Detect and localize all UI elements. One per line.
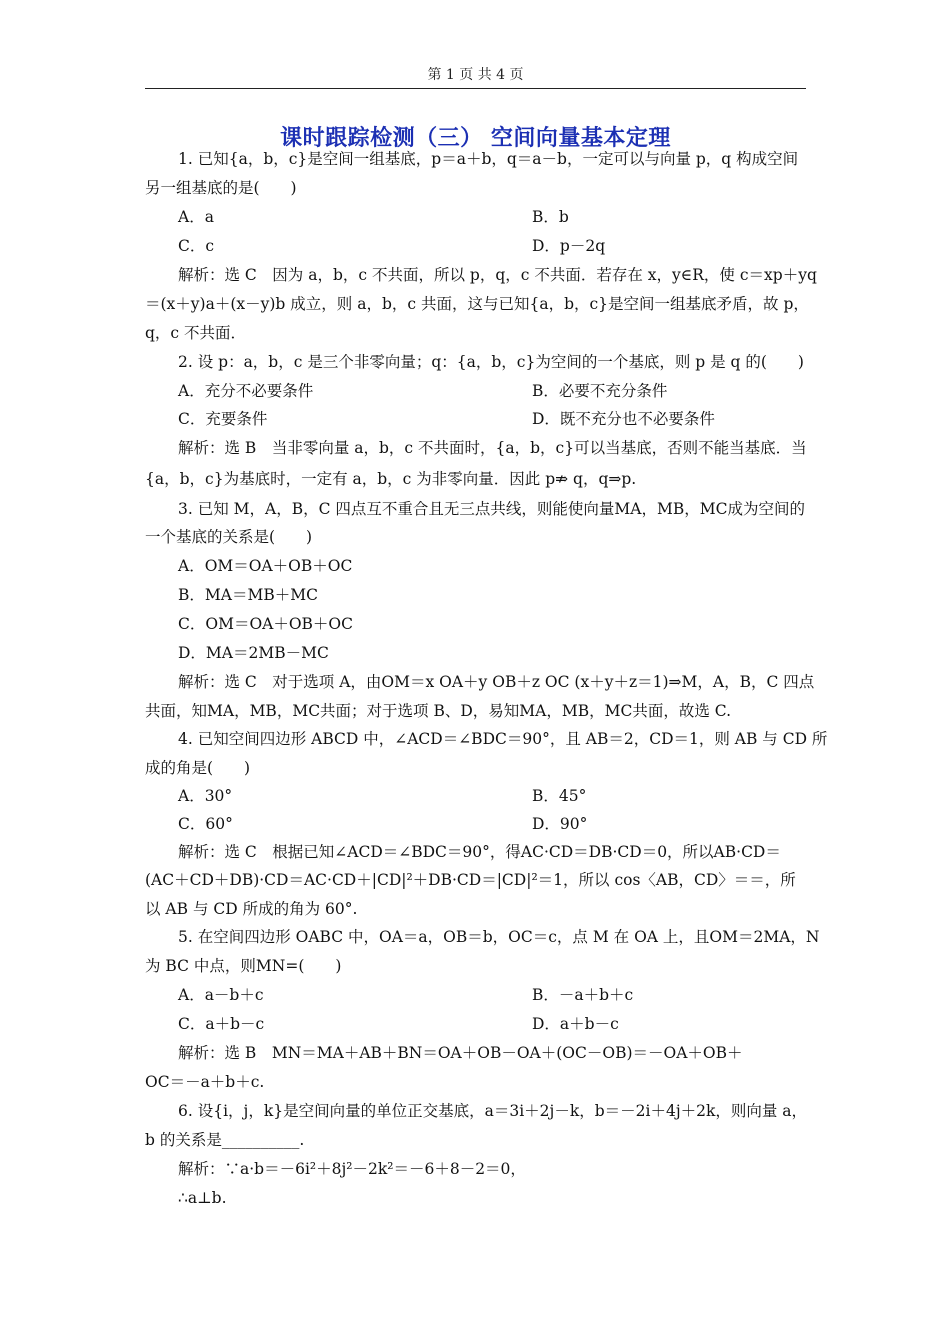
q1-solution-line2: ＝(x＋y)a＋(x－y)b 成立，则 a，b，c 共面，这与已知{a，b，c}是空间一组基底矛盾，故 p， [145, 295, 809, 313]
q5-option-a: A．a－b＋c [178, 986, 264, 1004]
q1-option-d: D．p－2q [532, 237, 606, 255]
q6-stem-line1: 6. 设{i，j，k}是空间向量的单位正交基底，a＝3i＋2j－k，b＝－2i＋4j＋2k，则向量 a， [178, 1102, 808, 1120]
q1-option-b: B．b [532, 208, 569, 226]
q4-option-d: D．90° [532, 815, 588, 833]
q4-stem-line2: 成的角是( ) [145, 759, 251, 777]
q2-solution-line2: {a，b，c}为基底时，一定有 a，b，c 为非零向量．因此 p⇏ q，q⇒p. [145, 470, 637, 488]
q2-solution-line1: 解析：选 B 当非零向量 a，b，c 不共面时，{a，b，c}可以当基底，否则不能当基底．当 [178, 439, 807, 457]
q4-solution-line2: (AC＋CD＋DB)·CD＝AC·CD＋|CD|²＋DB·CD＝|CD|²＝1，所以 cos〈AB，CD〉＝＝，所 [145, 871, 796, 889]
q4-option-c: C．60° [178, 815, 233, 833]
q1-stem-line2: 另一组基底的是( ) [145, 179, 297, 197]
q2-option-a: A．充分不必要条件 [178, 382, 314, 400]
q5-stem-line1: 5. 在空间四边形 OABC 中，OA＝a，OB＝b，OC＝c，点 M 在 OA 上，且OM＝2MA，N [178, 928, 820, 946]
q5-option-b: B．－a＋b＋c [532, 986, 634, 1004]
q5-solution-line1: 解析：选 B MN＝MA＋AB＋BN＝OA＋OB－OA＋(OC－OB)＝－OA＋OB＋ [178, 1044, 743, 1062]
q2-option-d: D．既不充分也不必要条件 [532, 410, 715, 428]
q2-stem-line1: 2. 设 p：a，b，c 是三个非零向量；q：{a，b，c}为空间的一个基底，则 p 是 q 的( ) [178, 353, 804, 371]
page-title: 课时跟踪检测（三） 空间向量基本定理 [280, 125, 671, 151]
q1-stem-line1: 1. 已知{a，b，c}是空间一组基底，p＝a＋b，q＝a－b，一定可以与向量 p，q 构成空间 [178, 150, 799, 168]
q3-solution-line2: 共面，知MA，MB，MC共面；对于选项 B、D，易知MA，MB，MC共面，故选 C. [145, 702, 732, 720]
q3-option-a: A．OM＝OA＋OB＋OC [178, 557, 353, 575]
q1-solution-line3: q，c 不共面． [145, 324, 247, 342]
q3-option-b: B．MA＝MB＋MC [178, 586, 318, 604]
q4-solution-line1: 解析：选 C 根据已知∠ACD＝∠BDC＝90°，得AC·CD＝DB·CD＝0，所以AB·CD＝ [178, 843, 781, 861]
q4-option-b: B．45° [532, 787, 587, 805]
q2-option-b: B．必要不充分条件 [532, 382, 668, 400]
q5-option-d: D．a＋b－c [532, 1015, 619, 1033]
q3-option-c: C．OM＝OA＋OB＋OC [178, 615, 354, 633]
q4-solution-line3: 以 AB 与 CD 所成的角为 60°. [145, 900, 358, 918]
q5-option-c: C．a＋b－c [178, 1015, 265, 1033]
q4-stem-line1: 4. 已知空间四边形 ABCD 中，∠ACD＝∠BDC＝90°，且 AB＝2，CD＝1，则 AB 与 CD 所 [178, 730, 828, 748]
q1-solution-line1: 解析：选 C 因为 a，b，c 不共面，所以 p，q，c 不共面．若存在 x，y∈R，使 c＝xp＋yq [178, 266, 817, 284]
q4-option-a: A．30° [178, 787, 233, 805]
q1-option-c: C．c [178, 237, 215, 255]
q3-stem-line2: 一个基底的关系是( ) [145, 528, 313, 546]
q5-stem-line2: 为 BC 中点，则MN=( ) [145, 957, 342, 975]
q6-solution-line2: ∴a⊥b. [178, 1189, 227, 1207]
q3-solution-line1: 解析：选 C 对于选项 A，由OM＝x OA＋y OB＋z OC (x＋y＋z＝1)⇒M，A，B，C 四点 [178, 673, 815, 691]
page-header: 第 1 页 共 4 页 [145, 64, 806, 89]
q1-option-a: A．a [178, 208, 214, 226]
q3-option-d: D．MA＝2MB－MC [178, 644, 329, 662]
q6-solution-line1: 解析：∵a·b＝－6i²＋8j²－2k²＝－6＋8－2＝0， [178, 1160, 526, 1178]
q3-stem-line1: 3. 已知 M，A，B，C 四点互不重合且无三点共线，则能使向量MA，MB，MC成为空间的 [178, 500, 805, 518]
q2-option-c: C．充要条件 [178, 410, 268, 428]
q5-solution-line2: OC＝－a＋b＋c. [145, 1073, 265, 1091]
q6-stem-line2: b 的关系是__________. [145, 1131, 305, 1149]
